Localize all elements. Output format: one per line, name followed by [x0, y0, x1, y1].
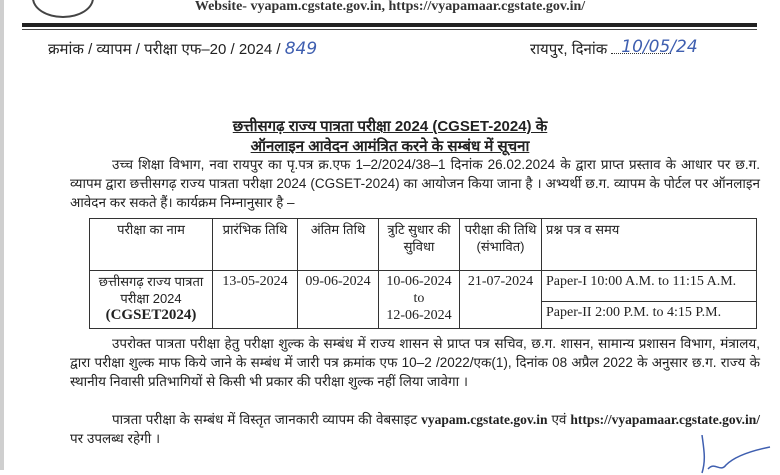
website-link-2[interactable]: https://vyapamaar.cgstate.gov.in/ — [570, 412, 760, 427]
header-rule — [22, 23, 757, 27]
paragraph-intro: उच्च शिक्षा विभाग, नवा रायपुर का पृ.पत्र क्र.एफ 1–2/2024/38–1 दिनांक 26.02.2024 के द्वारा प्राप्त प्रस्ताव के आधार पर छ.ग. व्यापम द्वारा छत्तीसगढ़ राज्य पात्रता परीक्षा 2024 (CGSET-2024) का आयोजन किया जाना है । अभ्यर्थी छ.ग. व्यापम के पोर्टल पर ऑनलाइन आवेदन कर सकते हैं। कार्यक्रम निम्नानुसार है – — [70, 157, 760, 210]
header-rule-thin — [22, 29, 757, 30]
exam-name: छत्तीसगढ़ राज्य पात्रता परीक्षा 2024 — [98, 274, 204, 306]
table-row — [90, 271, 757, 302]
paper2-cell: Paper-II 2:00 P.M. to 4:15 P.M. — [542, 302, 757, 329]
col-start-date: प्रारंभिक तिथि — [213, 219, 298, 271]
correction-to: 12-06-2024 — [386, 308, 452, 323]
paper1-cell: Paper-I 10:00 A.M. to 11:15 A.M. — [542, 271, 757, 302]
schedule-table — [89, 218, 757, 329]
col-correction: त्रुटि सुधार की सुविधा — [379, 219, 460, 271]
reference-prefix: क्रमांक / व्यापम / परीक्षा एफ–20 / 2024 / — [48, 41, 281, 58]
website-tail: पर उपलब्ध रहेगी । — [70, 431, 161, 446]
page-edge — [0, 0, 4, 470]
start-date-cell: 13-05-2024 — [213, 271, 298, 329]
col-paper-time: प्रश्न पत्र व समय — [542, 219, 757, 271]
and-word: एवं — [551, 412, 567, 427]
website-link-1[interactable]: vyapam.cgstate.gov.in — [421, 412, 548, 427]
notice-title-line1: छत्तीसगढ़ राज्य पात्रता परीक्षा 2024 (CGSET-2024) के — [232, 118, 548, 135]
handwritten-number: 849 — [284, 39, 318, 59]
reference-number — [48, 39, 317, 59]
paragraph-website — [70, 410, 760, 448]
website-line: Website- vyapam.cgstate.gov.in, https://vyapamaar.cgstate.gov.in/ — [194, 0, 586, 14]
date-label: रायपुर, दिनांक — [530, 41, 608, 58]
correction-cell — [379, 271, 460, 329]
exam-code: (CGSET2024) — [105, 307, 197, 323]
exam-date-cell: 21-07-2024 — [460, 271, 542, 329]
date-line — [530, 37, 698, 59]
col-exam-name: परीक्षा का नाम — [90, 219, 213, 271]
signature — [690, 435, 780, 475]
col-end-date: अंतिम तिथि — [298, 219, 379, 271]
correction-to-word: to — [413, 291, 425, 306]
paragraph-fee: उपरोक्त पात्रता परीक्षा हेतु परीक्षा शुल्क के सम्बंध में राज्य शासन से प्राप्त पत्र सचिव, छ.ग. शासन, सामान्य प्रशासन विभाग, मंत्रालय, द्वारा परीक्षा शुल्क माफ किये जाने के सम्बंध में जारी पत्र क्रमांक एफ 10–2 /2022/एक(1), दिनांक 08 अप्रैल 2022 के अनुसार छ.ग. राज्य के स्थानीय निवासी प्रतिभागियों से किसी भी प्रकार की परीक्षा शुल्क नहीं लिया जावेगा । — [70, 336, 760, 389]
col-exam-date: परीक्षा की तिथि (संभावित) — [460, 219, 542, 271]
table-header-row — [90, 219, 757, 271]
end-date-cell: 09-06-2024 — [298, 271, 379, 329]
notice-title-line2: ऑनलाइन आवेदन आमंत्रित करने के सम्बंध में सूचना — [250, 138, 530, 155]
exam-name-cell — [90, 271, 213, 329]
correction-from: 10-06-2024 — [386, 274, 452, 289]
website-text: पात्रता परीक्षा के सम्बंध में विस्तृत जानकारी व्यापम की वेबसाइट — [112, 412, 418, 427]
handwritten-date: 10/05/24 — [621, 37, 698, 57]
